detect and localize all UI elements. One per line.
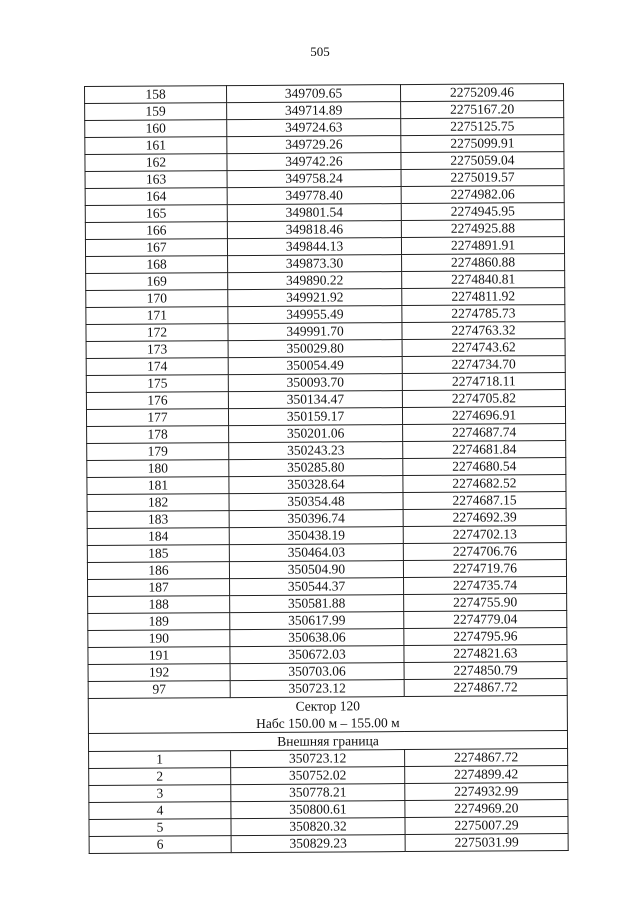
x-coordinate-cell: 350778.21 bbox=[231, 784, 405, 802]
y-coordinate-cell: 2274945.95 bbox=[401, 203, 564, 221]
point-number-cell: 158 bbox=[85, 86, 227, 104]
page-number: 505 bbox=[310, 44, 330, 59]
point-number-cell: 166 bbox=[85, 222, 227, 240]
point-number-cell: 159 bbox=[85, 103, 227, 121]
y-coordinate-cell: 2274763.32 bbox=[402, 322, 565, 340]
x-coordinate-cell: 350544.37 bbox=[230, 578, 404, 596]
point-number-cell: 186 bbox=[87, 562, 229, 580]
table-row bbox=[85, 84, 564, 104]
x-coordinate-cell: 349890.22 bbox=[228, 272, 402, 290]
point-number-cell: 97 bbox=[88, 681, 230, 699]
y-coordinate-cell: 2274718.11 bbox=[402, 373, 565, 391]
point-number-cell: 160 bbox=[85, 120, 227, 138]
table-row bbox=[87, 509, 566, 529]
x-coordinate-cell: 349818.46 bbox=[227, 221, 401, 239]
y-coordinate-cell: 2274860.88 bbox=[402, 254, 565, 272]
sector-height: Набс 150.00 м – 155.00 м bbox=[88, 713, 567, 733]
y-coordinate-cell: 2275059.04 bbox=[401, 152, 564, 170]
point-number-cell: 164 bbox=[85, 188, 227, 206]
table-row bbox=[87, 560, 566, 580]
y-coordinate-cell: 2274840.81 bbox=[402, 271, 565, 289]
x-coordinate-cell: 349709.65 bbox=[227, 85, 401, 103]
x-coordinate-cell: 349729.26 bbox=[227, 136, 401, 154]
point-number-cell: 172 bbox=[86, 324, 228, 342]
table-row bbox=[85, 203, 564, 223]
y-coordinate-cell: 2274687.15 bbox=[403, 492, 566, 510]
table-row bbox=[86, 254, 565, 274]
point-number-cell: 173 bbox=[86, 341, 228, 359]
sector-header bbox=[88, 696, 567, 752]
y-coordinate-cell: 2274702.13 bbox=[403, 526, 566, 544]
x-coordinate-cell: 349921.92 bbox=[228, 289, 402, 307]
y-coordinate-cell: 2274969.20 bbox=[405, 800, 568, 818]
x-coordinate-cell: 350285.80 bbox=[229, 459, 403, 477]
table-row bbox=[88, 594, 567, 614]
x-coordinate-cell: 350617.99 bbox=[230, 612, 404, 630]
y-coordinate-cell: 2274692.39 bbox=[403, 509, 566, 527]
table-row bbox=[87, 543, 566, 563]
y-coordinate-cell: 2274705.82 bbox=[402, 390, 565, 408]
point-number-cell: 3 bbox=[89, 785, 231, 803]
x-coordinate-cell: 350464.03 bbox=[229, 544, 403, 562]
y-coordinate-cell: 2274681.84 bbox=[403, 441, 566, 459]
x-coordinate-cell: 350581.88 bbox=[230, 595, 404, 613]
table-row bbox=[85, 118, 564, 138]
point-number-cell: 185 bbox=[87, 545, 229, 563]
point-number-cell: 167 bbox=[85, 239, 227, 257]
x-coordinate-cell: 349724.63 bbox=[227, 119, 401, 137]
x-coordinate-cell: 350829.23 bbox=[231, 835, 405, 853]
coordinates-table-wrapper bbox=[84, 83, 568, 854]
y-coordinate-cell: 2274982.06 bbox=[401, 186, 564, 204]
y-coordinate-cell: 2275209.46 bbox=[400, 84, 563, 102]
table-row bbox=[88, 679, 567, 699]
boundary-title: Внешняя граница bbox=[88, 731, 567, 752]
point-number-cell: 174 bbox=[86, 358, 228, 376]
y-coordinate-cell: 2274680.54 bbox=[403, 458, 566, 476]
point-number-cell: 163 bbox=[85, 171, 227, 189]
x-coordinate-cell: 349714.89 bbox=[227, 102, 401, 120]
y-coordinate-cell: 2274932.99 bbox=[405, 783, 568, 801]
y-coordinate-cell: 2274719.76 bbox=[403, 560, 566, 578]
x-coordinate-cell: 350201.06 bbox=[229, 425, 403, 443]
table-row bbox=[85, 169, 564, 189]
point-number-cell: 2 bbox=[89, 768, 231, 786]
x-coordinate-cell: 349991.70 bbox=[228, 323, 402, 341]
y-coordinate-cell: 2274734.70 bbox=[402, 356, 565, 374]
x-coordinate-cell: 350243.23 bbox=[229, 442, 403, 460]
y-coordinate-cell: 2274891.91 bbox=[401, 237, 564, 255]
point-number-cell: 187 bbox=[88, 579, 230, 597]
point-number-cell: 184 bbox=[87, 528, 229, 546]
x-coordinate-cell: 349844.13 bbox=[227, 238, 401, 256]
y-coordinate-cell: 2274696.91 bbox=[402, 407, 565, 425]
table-row bbox=[85, 135, 564, 155]
point-number-cell: 6 bbox=[89, 836, 231, 854]
table-row bbox=[85, 152, 564, 172]
x-coordinate-cell: 350638.06 bbox=[230, 629, 404, 647]
x-coordinate-cell: 350438.19 bbox=[229, 527, 403, 545]
x-coordinate-cell: 350328.64 bbox=[229, 476, 403, 494]
point-number-cell: 182 bbox=[87, 494, 229, 512]
x-coordinate-cell: 350723.12 bbox=[230, 680, 404, 698]
x-coordinate-cell: 349742.26 bbox=[227, 153, 401, 171]
y-coordinate-cell: 2275031.99 bbox=[405, 834, 568, 852]
x-coordinate-cell: 350752.02 bbox=[231, 767, 405, 785]
y-coordinate-cell: 2274821.63 bbox=[404, 645, 567, 663]
table-row bbox=[89, 817, 568, 837]
table-row bbox=[85, 101, 564, 121]
table-row bbox=[87, 526, 566, 546]
table-row bbox=[89, 783, 568, 803]
x-coordinate-cell: 350723.12 bbox=[231, 750, 405, 768]
x-coordinate-cell: 349955.49 bbox=[228, 306, 402, 324]
point-number-cell: 170 bbox=[86, 290, 228, 308]
y-coordinate-cell: 2274743.62 bbox=[402, 339, 565, 357]
y-coordinate-cell: 2274867.72 bbox=[404, 679, 567, 697]
table-row bbox=[85, 186, 564, 206]
point-number-cell: 178 bbox=[87, 426, 229, 444]
point-number-cell: 180 bbox=[87, 460, 229, 478]
x-coordinate-cell: 349801.54 bbox=[227, 204, 401, 222]
point-number-cell: 171 bbox=[86, 307, 228, 325]
table-row bbox=[85, 237, 564, 257]
y-coordinate-cell: 2274687.74 bbox=[403, 424, 566, 442]
y-coordinate-cell: 2275167.20 bbox=[401, 101, 564, 119]
x-coordinate-cell: 350029.80 bbox=[228, 340, 402, 358]
y-coordinate-cell: 2275007.29 bbox=[405, 817, 568, 835]
y-coordinate-cell: 2275099.91 bbox=[401, 135, 564, 153]
y-coordinate-cell: 2274755.90 bbox=[404, 594, 567, 612]
coordinates-table-body-b bbox=[89, 749, 569, 854]
table-row bbox=[85, 220, 564, 240]
point-number-cell: 188 bbox=[88, 596, 230, 614]
y-coordinate-cell: 2274682.52 bbox=[403, 475, 566, 493]
table-row bbox=[88, 577, 567, 597]
table-row bbox=[89, 800, 568, 820]
x-coordinate-cell: 349873.30 bbox=[228, 255, 402, 273]
y-coordinate-cell: 2274925.88 bbox=[401, 220, 564, 238]
table-row bbox=[89, 766, 568, 786]
x-coordinate-cell: 350672.03 bbox=[230, 646, 404, 664]
point-number-cell: 161 bbox=[85, 137, 227, 155]
table-row bbox=[89, 749, 568, 769]
y-coordinate-cell: 2274899.42 bbox=[405, 766, 568, 784]
y-coordinate-cell: 2274785.73 bbox=[402, 305, 565, 323]
point-number-cell: 177 bbox=[86, 409, 228, 427]
point-number-cell: 165 bbox=[85, 205, 227, 223]
x-coordinate-cell: 350820.32 bbox=[231, 818, 405, 836]
coordinates-table-body-a bbox=[85, 84, 568, 699]
coordinates-table bbox=[84, 83, 569, 854]
point-number-cell: 162 bbox=[85, 154, 227, 172]
y-coordinate-cell: 2275019.57 bbox=[401, 169, 564, 187]
y-coordinate-cell: 2274795.96 bbox=[404, 628, 567, 646]
y-coordinate-cell: 2274735.74 bbox=[404, 577, 567, 595]
y-coordinate-cell: 2274811.92 bbox=[402, 288, 565, 306]
y-coordinate-cell: 2274850.79 bbox=[404, 662, 567, 680]
point-number-cell: 1 bbox=[89, 751, 231, 769]
table-row bbox=[86, 271, 565, 291]
x-coordinate-cell: 350354.48 bbox=[229, 493, 403, 511]
point-number-cell: 5 bbox=[89, 819, 231, 837]
x-coordinate-cell: 350396.74 bbox=[229, 510, 403, 528]
point-number-cell: 176 bbox=[86, 392, 228, 410]
table-row bbox=[89, 834, 568, 854]
y-coordinate-cell: 2274867.72 bbox=[405, 749, 568, 767]
table-row bbox=[88, 611, 567, 631]
x-coordinate-cell: 350800.61 bbox=[231, 801, 405, 819]
point-number-cell: 4 bbox=[89, 802, 231, 820]
y-coordinate-cell: 2275125.75 bbox=[401, 118, 564, 136]
point-number-cell: 183 bbox=[87, 511, 229, 529]
table-row bbox=[88, 628, 567, 648]
x-coordinate-cell: 350054.49 bbox=[228, 357, 402, 375]
x-coordinate-cell: 350093.70 bbox=[228, 374, 402, 392]
table-row bbox=[88, 662, 567, 682]
y-coordinate-cell: 2274706.76 bbox=[403, 543, 566, 561]
sector-title: Сектор 120 bbox=[88, 696, 567, 716]
x-coordinate-cell: 349758.24 bbox=[227, 170, 401, 188]
point-number-cell: 169 bbox=[86, 273, 228, 291]
x-coordinate-cell: 350504.90 bbox=[229, 561, 403, 579]
table-row bbox=[88, 645, 567, 665]
y-coordinate-cell: 2274779.04 bbox=[404, 611, 567, 629]
point-number-cell: 175 bbox=[86, 375, 228, 393]
x-coordinate-cell: 350703.06 bbox=[230, 663, 404, 681]
point-number-cell: 179 bbox=[87, 443, 229, 461]
x-coordinate-cell: 349778.40 bbox=[227, 187, 401, 205]
point-number-cell: 181 bbox=[87, 477, 229, 495]
point-number-cell: 189 bbox=[88, 613, 230, 631]
x-coordinate-cell: 350159.17 bbox=[228, 408, 402, 426]
point-number-cell: 168 bbox=[86, 256, 228, 274]
point-number-cell: 191 bbox=[88, 647, 230, 665]
point-number-cell: 192 bbox=[88, 664, 230, 682]
point-number-cell: 190 bbox=[88, 630, 230, 648]
x-coordinate-cell: 350134.47 bbox=[228, 391, 402, 409]
